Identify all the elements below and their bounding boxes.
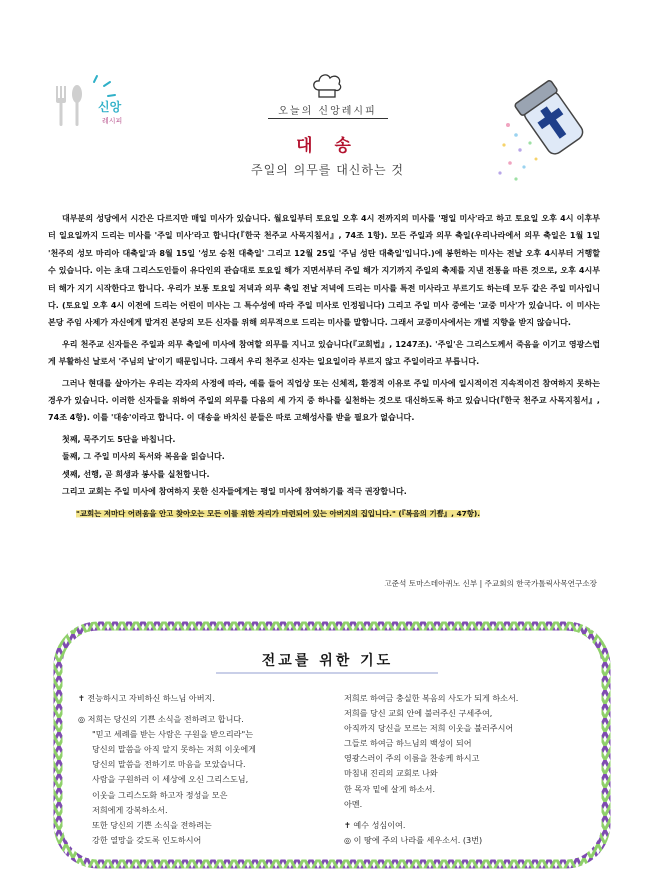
spoon-icon — [72, 85, 82, 126]
prayer-title-underline — [216, 672, 438, 674]
prayer-line: 저희를 당신 교회 안에 불러주신 구세주여, — [344, 708, 493, 719]
prayer-line: 이웃을 그리스도화 하고자 정성을 모은 — [92, 789, 228, 800]
logo-subtext: 레시피 — [102, 117, 123, 125]
prayer-right-column — [344, 691, 584, 848]
article-body — [48, 210, 600, 522]
prayer-line: ◎ 저희는 당신의 기쁜 소식을 전하려고 합니다. — [78, 714, 244, 725]
list-item: 둘째, 그 주일 미사의 독서와 복음을 읽습니다. — [62, 452, 225, 462]
practice-list — [48, 431, 600, 501]
prayer-line: 마침내 진리의 교회로 나와 — [344, 768, 438, 779]
prayer-line: 영광스러이 주의 이름을 찬송케 하시고 — [344, 753, 480, 764]
article-paragraph: 대부분의 성당에서 시간은 다르지만 매일 미사가 있습니다. 월요일부터 토요일 오후 4시 전까지의 미사를 '평일 미사'라고 하고 토요일 오후 4시 이후부터 일요일까지 드리는 미사를 '주일 미사'라고 합니다(『한국 천주교 사목지침서』, 74조 1항). 모든 주일과 의무 축일(우리나라에서 의무 축일은 1월 1일 '천주의 성모 마리아 대축일'과 8월 15일 '성모 승천 대축일' 그리고 12월 25일 '주님 성탄 대축일'입니다.)에 봉헌하는 미사는 전날 오후 4시부터 거행할 수 있습니다. 이는 초대 그리스도인들이 유다인의 관습대로 토요일 해가 지면서부터 주일 해가 지기까지 주일의 축제를 지낸 전통을 따른 것으로, 오후 4시부터 해가 지기 시작한다고 합니다. 우리가 보통 토요일 저녁과 의무 축일 전날 저녁에 드리는 미사를 특전 미사라고 부르기도 하는데 모두 같은 주일 미사입니다. (토요일 오후 4시 이전에 드리는 어린이 미사는 그 특수성에 따라 주일 미사로 인정됩니다) 그리고 주일 미사 중에는 '교중 미사'가 있습니다. 이 미사는 본당 주임 사제가 자신에게 맡겨진 본당의 모든 신자를 위해 의무적으로 드리는 미사를 말합니다. 그래서 교중미사에서는 개별 지향을 받지 않습니다. — [48, 214, 600, 328]
prayer-line: "믿고 세례를 받는 사람은 구원을 받으리라"는 — [92, 729, 254, 740]
prayer-line: 한 목자 밑에 살게 하소서. — [344, 783, 436, 794]
prayer-line: 아직까지 당신을 모르는 저희 이웃을 불러주시어 — [344, 723, 514, 734]
prayer-left-column — [78, 691, 318, 848]
prayer-line: 또한 당신의 기쁜 소식을 전하려는 — [92, 819, 212, 830]
prayer-line: 강한 열망을 갖도록 인도하시어 — [92, 834, 202, 845]
divider — [268, 118, 388, 119]
article-paragraph: 우리 천주교 신자들은 주일과 의무 축일에 미사에 참여할 의무를 지니고 있습니다(『교회법』, 1247조). '주일'은 그리스도께서 죽음을 이기고 영광스럽게 부활하신 날로서 '주님의 날'이기 때문입니다. 그래서 우리 천주교 신자는 일요일이라 부르지 않고 주일이라고 부릅니다. — [48, 339, 600, 367]
list-item: 셋째, 선행, 곧 희생과 봉사를 실천합니다. — [62, 469, 210, 479]
page-subtitle: 주일의 의무를 대신하는 것 — [251, 163, 404, 177]
salt-shaker-illustration — [490, 75, 600, 190]
fork-icon — [56, 86, 66, 126]
prayer-title: 전교를 위한 기도 — [261, 653, 394, 669]
quote-text: "교회는 저마다 어려움을 안고 찾아오는 모든 이를 위한 자리가 마련되어 있는 아버지의 집입니다." (『복음의 기쁨』, 47항). — [76, 508, 481, 518]
prayer-line: 그들로 하여금 하느님의 백성이 되어 — [344, 738, 472, 749]
prayer-line: 당신의 말씀을 전하기로 마음을 모았습니다. — [92, 759, 246, 770]
page-title: 대 송 — [296, 136, 359, 156]
prayer-line: 아멘. — [344, 798, 363, 809]
sparkle-icon — [94, 76, 115, 96]
list-item: 첫째, 묵주기도 5단을 바칩니다. — [62, 434, 176, 444]
prayer-line: ◎ 이 땅에 주의 나라를 세우소서. (3번) — [344, 834, 483, 845]
quote — [48, 505, 600, 522]
prayer-line: ✝ 예수 성심이여. — [344, 819, 406, 830]
recipe-label: 오늘의 신앙레시피 — [278, 106, 377, 117]
chef-hat-icon — [310, 73, 344, 99]
logo-text: 신앙 — [98, 100, 122, 114]
list-item: 그리고 교회는 주일 미사에 참여하지 못한 신자들에게는 평일 미사에 참여하기를 적극 권장합니다. — [62, 487, 407, 497]
prayer-line: 저희로 하여금 충실한 복음의 사도가 되게 하소서. — [344, 693, 519, 703]
prayer-line: ✝ 전능하시고 자비하신 하느님 아버지. — [78, 693, 215, 703]
prayer-line: 사람을 구원하러 이 세상에 오신 그리스도님, — [92, 774, 249, 785]
article-paragraph: 그러나 현대를 살아가는 우리는 각자의 사정에 따라, 예를 들어 직업상 또는 신체적, 환경적 이유로 주일 미사에 일시적이건 지속적이건 참여하지 못하는 경우가 있습니다. 이러한 신자들을 위하여 주일의 의무를 다음의 세 가지 중 하나를 실천하는 것으로 대신하도록 하고 있습니다(『한국 천주교 사목지침서』, 74조 4항). 이를 '대송'이라고 합니다. 이 대송을 바치신 분들은 따로 고해성사를 받을 필요가 없습니다. — [48, 378, 600, 423]
prayer-line: 저희에게 강복하소서. — [92, 804, 168, 815]
prayer-line: 당신의 말씀을 아직 알지 못하는 저희 이웃에게 — [92, 744, 256, 755]
sparkle-icon — [498, 123, 537, 181]
byline: 고준석 토마스데아퀴노 신부 | 주교회의 한국가톨릭사목연구소장 — [384, 579, 597, 588]
